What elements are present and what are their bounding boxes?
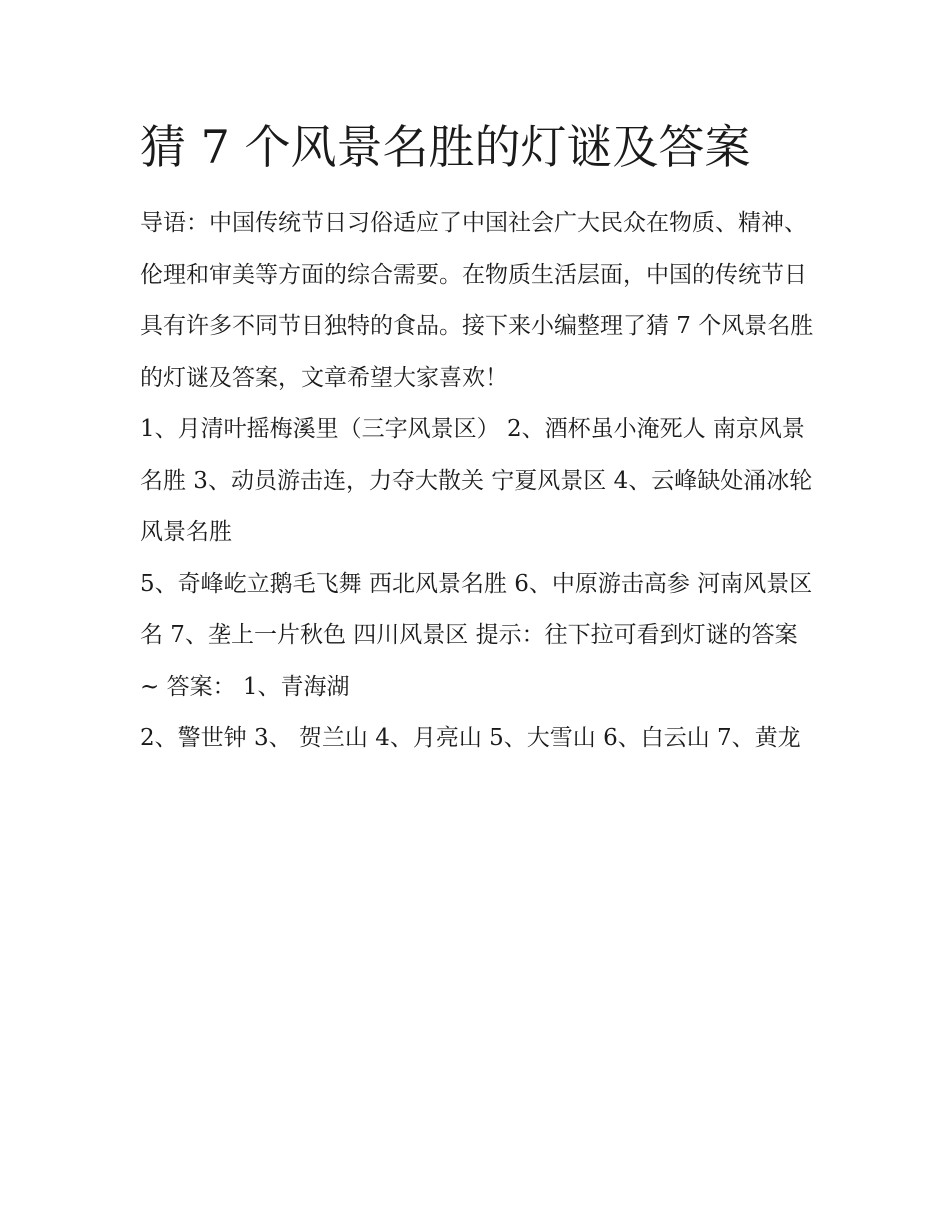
- intro-paragraph: 导语：中国传统节日习俗适应了中国社会广大民众在物质、精神、伦理和审美等方面的综合需要。在物质生活层面，中国的传统节日具有许多不同节日独特的食品。接下来小编整理了猜 7 个风景名胜的灯谜及答案，文章希望大家喜欢！: [140, 210, 814, 391]
- answers-paragraph: 2、警世钟 3、 贺兰山 4、月亮山 5、大雪山 6、白云山 7、黄龙: [140, 725, 801, 751]
- riddles-paragraph-1: 1、月清叶摇梅溪里（三字风景区） 2、酒杯虽小淹死人 南京风景名胜 3、动员游击连，力夺大散关 宁夏风景区 4、云峰缺处涌冰轮 风景名胜: [140, 416, 813, 545]
- document-title: 猜 7 个风景名胜的灯谜及答案: [140, 120, 751, 174]
- document-body: [140, 198, 815, 765]
- riddles-paragraph-2: 5、奇峰屹立鹅毛飞舞 西北风景名胜 6、中原游击高参 河南风景区名 7、垄上一片秋色 四川风景区 提示：往下拉可看到灯谜的答案~ 答案： 1、青海湖: [140, 570, 813, 700]
